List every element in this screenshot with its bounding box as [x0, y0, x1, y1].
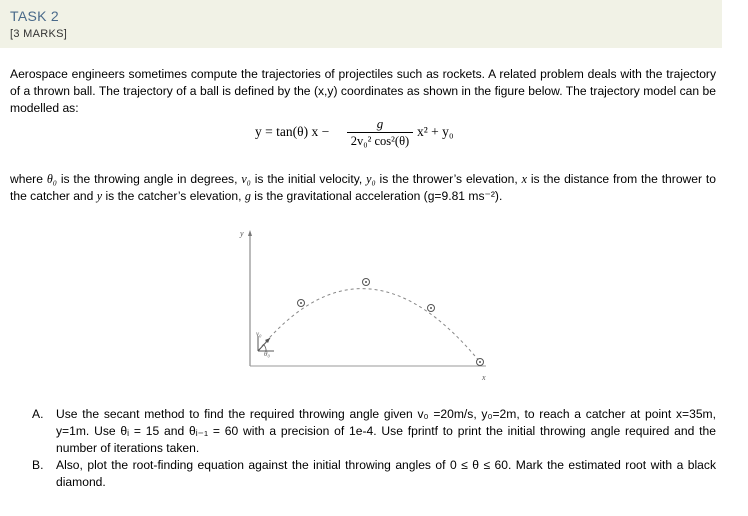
ball-marker-center — [479, 361, 481, 363]
y-axis-label: y — [240, 229, 244, 238]
fraction-bar — [347, 132, 413, 133]
task-text: Also, plot the root-finding equation against the initial throwing angles of 0 ≤ θ ≤ 60. Mark the estimated root with a black diamond. — [56, 458, 716, 489]
task-header — [0, 0, 722, 48]
ball-marker-center — [300, 302, 302, 304]
ball-marker-center — [430, 307, 432, 309]
where-text: is the distance from the thrower to the catcher and — [10, 172, 716, 203]
equation-fraction — [347, 116, 413, 149]
v0-symbol: v₀ — [241, 172, 251, 186]
task-marker: B. — [32, 458, 44, 472]
task-title: TASK 2 — [10, 8, 60, 24]
where-text: ). — [494, 189, 503, 203]
where-text: is the throwing angle in degrees, — [56, 172, 242, 186]
where-text: where — [10, 172, 47, 186]
where-text: is the initial velocity, — [250, 172, 367, 186]
task-marker: A. — [32, 407, 44, 421]
task-text: Use the secant method to find the required throwing angle given v₀ =20m/s, y₀=2m, to reach a catcher at point x=35m, y=1m. Use θᵢ = 15 and θᵢ₋₁ = 60 with a precision of 1e-4. Use fprintf to print the initial throwing angle required and the number of iterations taken. — [56, 407, 716, 455]
task-marks: [3 MARKS] — [10, 28, 68, 40]
task-item-a — [30, 406, 716, 457]
y0-symbol: y₀ — [366, 172, 376, 186]
v0-label: v₀ — [256, 330, 262, 338]
y-symbol: y — [96, 189, 103, 203]
equation-rhs: x² + y₀ — [417, 124, 454, 139]
where-text: is the thrower’s elevation, — [375, 172, 522, 186]
task-list — [30, 406, 716, 491]
gravity-value: g=9.81 ms⁻² — [427, 189, 495, 203]
where-text: is the catcher’s elevation, — [102, 189, 245, 203]
task-item-b — [30, 457, 716, 491]
theta0-symbol: θ₀ — [46, 172, 57, 186]
intro-paragraph: Aerospace engineers sometimes compute the trajectories of projectiles such as rockets. A related problem deals with the trajectory of a thrown ball. The trajectory of a ball is defined by the (x,y) coordinates as shown in the figure below. The trajectory model can be modelled as: — [10, 67, 716, 115]
trajectory-figure — [236, 226, 498, 386]
y-axis-arrow — [248, 230, 252, 236]
trajectory-equation — [255, 116, 515, 156]
x-symbol: x — [521, 172, 527, 186]
where-paragraph — [10, 171, 716, 205]
equation-denominator: 2v₀² cos²(θ) — [350, 134, 410, 148]
equation-lhs: y = tan(θ) x − — [255, 124, 330, 139]
ball-marker-center — [365, 281, 367, 283]
g-symbol: g — [244, 189, 251, 203]
equation-numerator: g — [376, 116, 384, 131]
trajectory-curve — [258, 289, 480, 362]
theta-label: θ₀ — [264, 350, 270, 358]
x-axis-label: x — [482, 373, 486, 382]
where-text: is the gravitational acceleration ( — [250, 189, 428, 203]
